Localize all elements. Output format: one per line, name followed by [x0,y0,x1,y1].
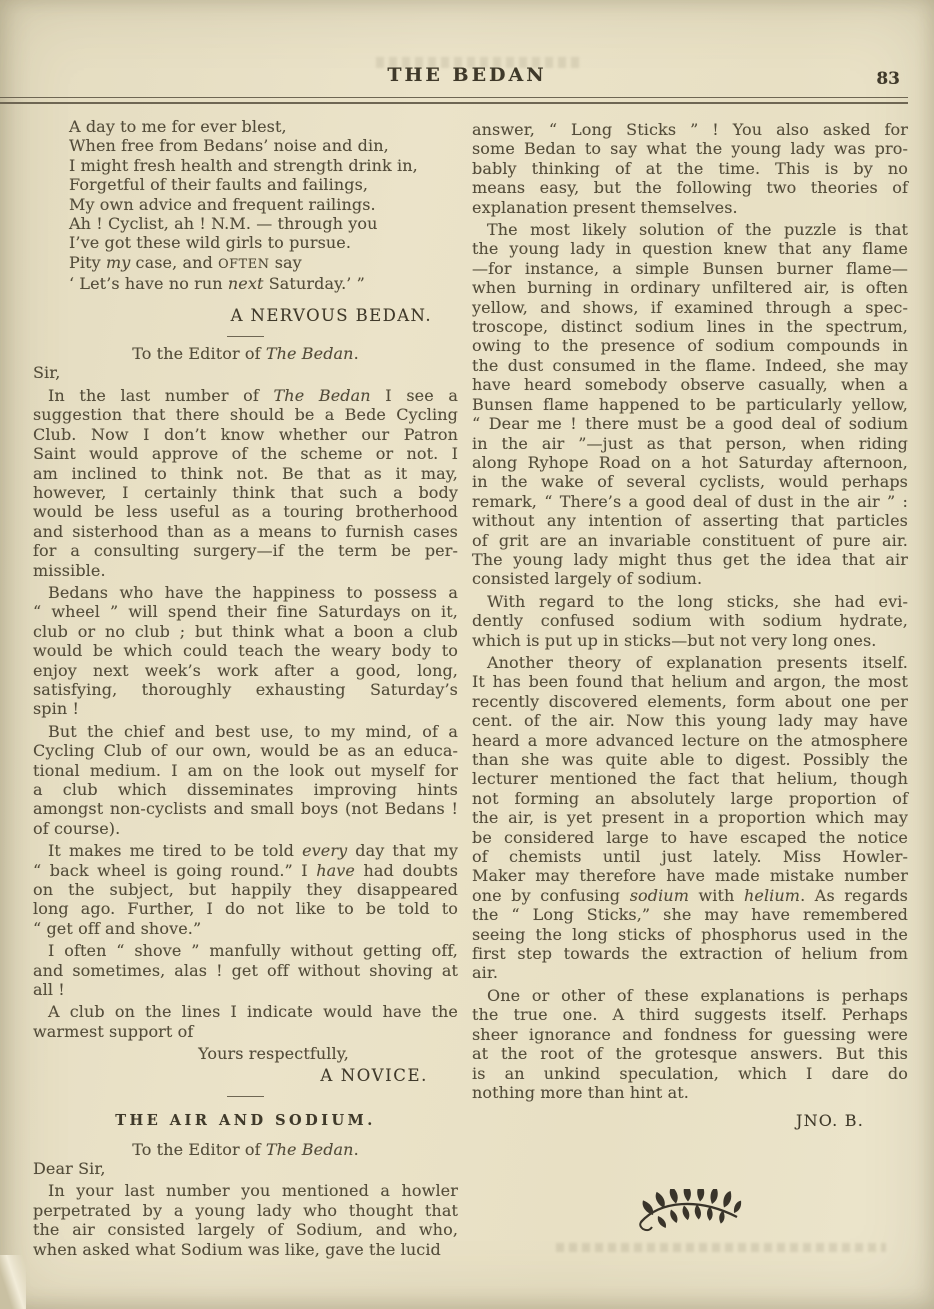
text-line: seeing the long sticks of phosphorus used in the [472,924,908,944]
text-line: not forming an absolutely large proportion of [472,788,908,808]
paragraph [33,1181,458,1259]
text-line: I often “ shove ” manfully without getting off, [48,941,458,961]
page-header [0,0,934,104]
text-line: When free from Bedans’ noise and din, [69,136,389,156]
paragraph [472,986,908,1102]
text-line: Bunsen flame happened to be particularly yellow, [472,394,908,414]
text-line: But the chief and best use, to my mind, of a [48,721,458,741]
text-line: am inclined to think not. Be that as it may, [33,463,458,483]
text-line: The most likely solution of the puzzle is that [487,220,908,240]
letter-heading: To the Editor of The Bedan. [132,1139,359,1159]
text-line: A club on the lines I indicate would have the [48,1002,458,1022]
paragraph [472,220,908,589]
text-line: would be which could teach the weary body to [33,641,458,661]
text-line: which is put up in sticks—but not very long ones. [472,630,877,650]
text-line: when burning in ordinary unfiltered air, is often [472,278,908,298]
text-line: club or no club ; but think what a boon a club [33,621,458,641]
text-line: Another theory of explanation presents itself. [487,652,908,672]
text-line: be considered large to have escaped the notice [472,827,908,847]
text-line: have heard somebody observe casually, when a [472,375,908,395]
left-column [33,117,458,1259]
text-line: The young lady might thus get the idea that air [472,549,908,569]
text-line: Saint would approve of the scheme or not. I [33,444,458,464]
text-line: Bedans who have the happiness to possess a [48,582,458,602]
text-line: enjoy next week’s work after a good, long, [33,660,458,680]
text-line: Ah ! Cyclist, ah ! N.M. — through you [69,214,378,234]
paragraph [33,941,458,999]
text-line: “ Dear me ! there must be a good deal of sodium [472,414,908,434]
right-column [472,117,908,1235]
paragraph [33,1002,458,1041]
text-line: It has been found that helium and argon, the most [472,672,908,692]
text-line: the air, is yet present in a proportion which may [472,808,908,828]
text-line: answer, “ Long Sticks ” ! You also asked for [472,120,908,139]
text-line: sheer ignorance and fondness for guessing were [472,1024,908,1044]
text-line: I’ve got these wild girls to pursue. [69,233,352,253]
text-line: and sisterhood than as a means to furnish cases [33,521,458,541]
text-line: tional medium. I am on the look out myself for [33,760,458,780]
text-line: bably thinking of at the time. This is by no [472,158,908,178]
text-line: recently discovered elements, form about one per [472,691,908,711]
text-line: amongst non-cyclists and small boys (not Bedans ! [33,799,458,819]
text-line: however, I certainly think that such a body [33,482,458,502]
paragraph [33,583,458,719]
text-line: at the root of the grotesque answers. But this [472,1044,908,1064]
text-line: in the wake of several cyclists, would perhaps [472,472,908,492]
leaf-ornament-icon [638,1189,742,1235]
text-line: without any intention of asserting that particles [472,511,908,531]
text-line: perpetrated by a young lady who thought that [33,1200,458,1220]
text-line: cent. of the air. Now this young lady may have [472,711,908,731]
text-line: one by confusing sodium with helium. As regards [472,885,908,905]
page-title: THE BEDAN [387,64,547,86]
text-line: long ago. Further, I do not like to be told to [33,899,458,919]
letter-signature: A NOVICE. [320,1065,428,1085]
text-line: heard a more advanced lecture on the atmosphere [472,730,908,750]
paragraph [472,120,908,217]
text-line: In the last number of The Bedan I see a [48,385,459,405]
text-line: the young lady in question knew that any flame [472,239,908,259]
text-line: Forgetful of their faults and failings, [69,175,369,195]
text-line: nothing more than hint at. [472,1082,689,1102]
text-line: “ get off and shove.” [33,918,202,938]
article-heading: THE AIR AND SODIUM. [115,1112,376,1130]
paragraph [472,653,908,983]
text-line: My own advice and frequent railings. [69,194,376,214]
text-line: “ wheel ” will spend their fine Saturdays on it, [33,602,458,622]
paragraph [33,722,458,838]
text-line: first step towards the extraction of helium from [472,944,908,964]
text-line: “ back wheel is going round.” I have had doubts [33,860,459,880]
letter-closing: Yours respectfully, [198,1044,349,1064]
text-line: means easy, but the following two theories of [472,178,908,198]
text-line: A day to me for ever blest, [69,117,287,136]
letter-heading: To the Editor of The Bedan. [132,344,359,364]
text-line: of course). [33,818,121,838]
text-line: the “ Long Sticks,” she may have remembered [472,905,908,925]
text-line: along Ryhope Road on a hot Saturday afternoon, [472,452,908,472]
text-line: One or other of these explanations is perhaps [487,985,908,1005]
text-line: than she was quite able to digest. Possibly the [472,750,908,769]
text-line: yellow, and shows, if examined through a spec- [472,297,908,317]
text-line: when asked what Sodium was like, gave the lucid [33,1239,441,1259]
text-line: remark, “ There’s a good deal of dust in the air ” : [472,491,908,511]
text-line: of grit are an invariable constituent of pure air. [472,530,908,550]
text-line: warmest support of [33,1021,194,1041]
text-line: on the subject, but happily they disappeared [33,880,458,900]
text-line: Pity my case, and OFTEN say [69,252,302,272]
text-line: I might fresh health and strength drink in, [69,155,418,175]
paragraph [472,592,908,650]
text-line: ‘ Let’s have no run next Saturday.’ ” [69,274,365,294]
salutation: Sir, [33,363,61,383]
text-line: It makes me tired to be told every day that my [48,841,458,861]
text-line: in the air ”—just as that person, when riding [472,433,908,453]
text-line: and sometimes, alas ! get off without shoving at [33,960,458,980]
text-line: the true one. A third suggests itself. Perhaps [472,1005,908,1025]
text-line: —for instance, a simple Bunsen burner flame— [472,258,908,278]
text-line: satisfying, thoroughly exhausting Saturday’s [33,679,458,699]
text-line: dently confused sodium with sodium hydrate, [472,611,908,631]
text-line: all ! [33,980,65,1000]
section-divider [227,336,264,337]
paragraph [33,841,458,938]
poem [69,117,458,294]
letter-signature: JNO. B. [795,1111,864,1131]
text-line: troscope, distinct sodium lines in the spectrum, [472,317,908,337]
text-line: of chemists until just lately. Miss Howler- [472,847,908,867]
salutation: Dear Sir, [33,1158,106,1178]
text-line: the dust consumed in the flame. Indeed, she may [472,355,908,375]
text-line: would be less useful as a touring brotherhood [33,502,458,522]
text-line: owing to the presence of sodium compounds in [472,336,908,356]
paragraph [33,386,458,580]
text-line: missible. [33,560,106,580]
text-line: With regard to the long sticks, she had evi- [487,591,908,611]
section-divider [227,1096,264,1097]
page-number: 83 [876,69,900,89]
poem-signature: A NERVOUS BEDAN. [230,305,432,325]
text-line: In your last number you mentioned a howler [48,1181,458,1201]
text-line: Club. Now I don’t know whether our Patron [33,424,458,444]
text-line: consisted largely of sodium. [472,569,703,589]
header-rule [0,97,908,104]
text-line: Cycling Club of our own, would be as an educa- [33,741,458,761]
text-line: a club which disseminates improving hints [33,780,458,799]
text-line: explanation present themselves. [472,197,738,217]
page-corner-artifact [0,1255,26,1309]
text-line: spin ! [33,699,79,719]
text-line: for a consulting surgery—if the term be per- [33,541,458,561]
text-line: some Bedan to say what the young lady was pro- [472,139,908,159]
text-line: air. [472,963,499,983]
two-column-text [0,104,934,1259]
text-line: is an unkind speculation, which I dare do [472,1063,908,1083]
text-line: the air consisted largely of Sodium, and who, [33,1220,458,1240]
text-line: suggestion that there should be a Bede Cycling [33,405,458,425]
text-line: lecturer mentioned the fact that helium, though [472,769,908,789]
text-line: Maker may therefore have made mistake number [472,866,908,886]
bleed-through-artifact [556,1243,886,1252]
